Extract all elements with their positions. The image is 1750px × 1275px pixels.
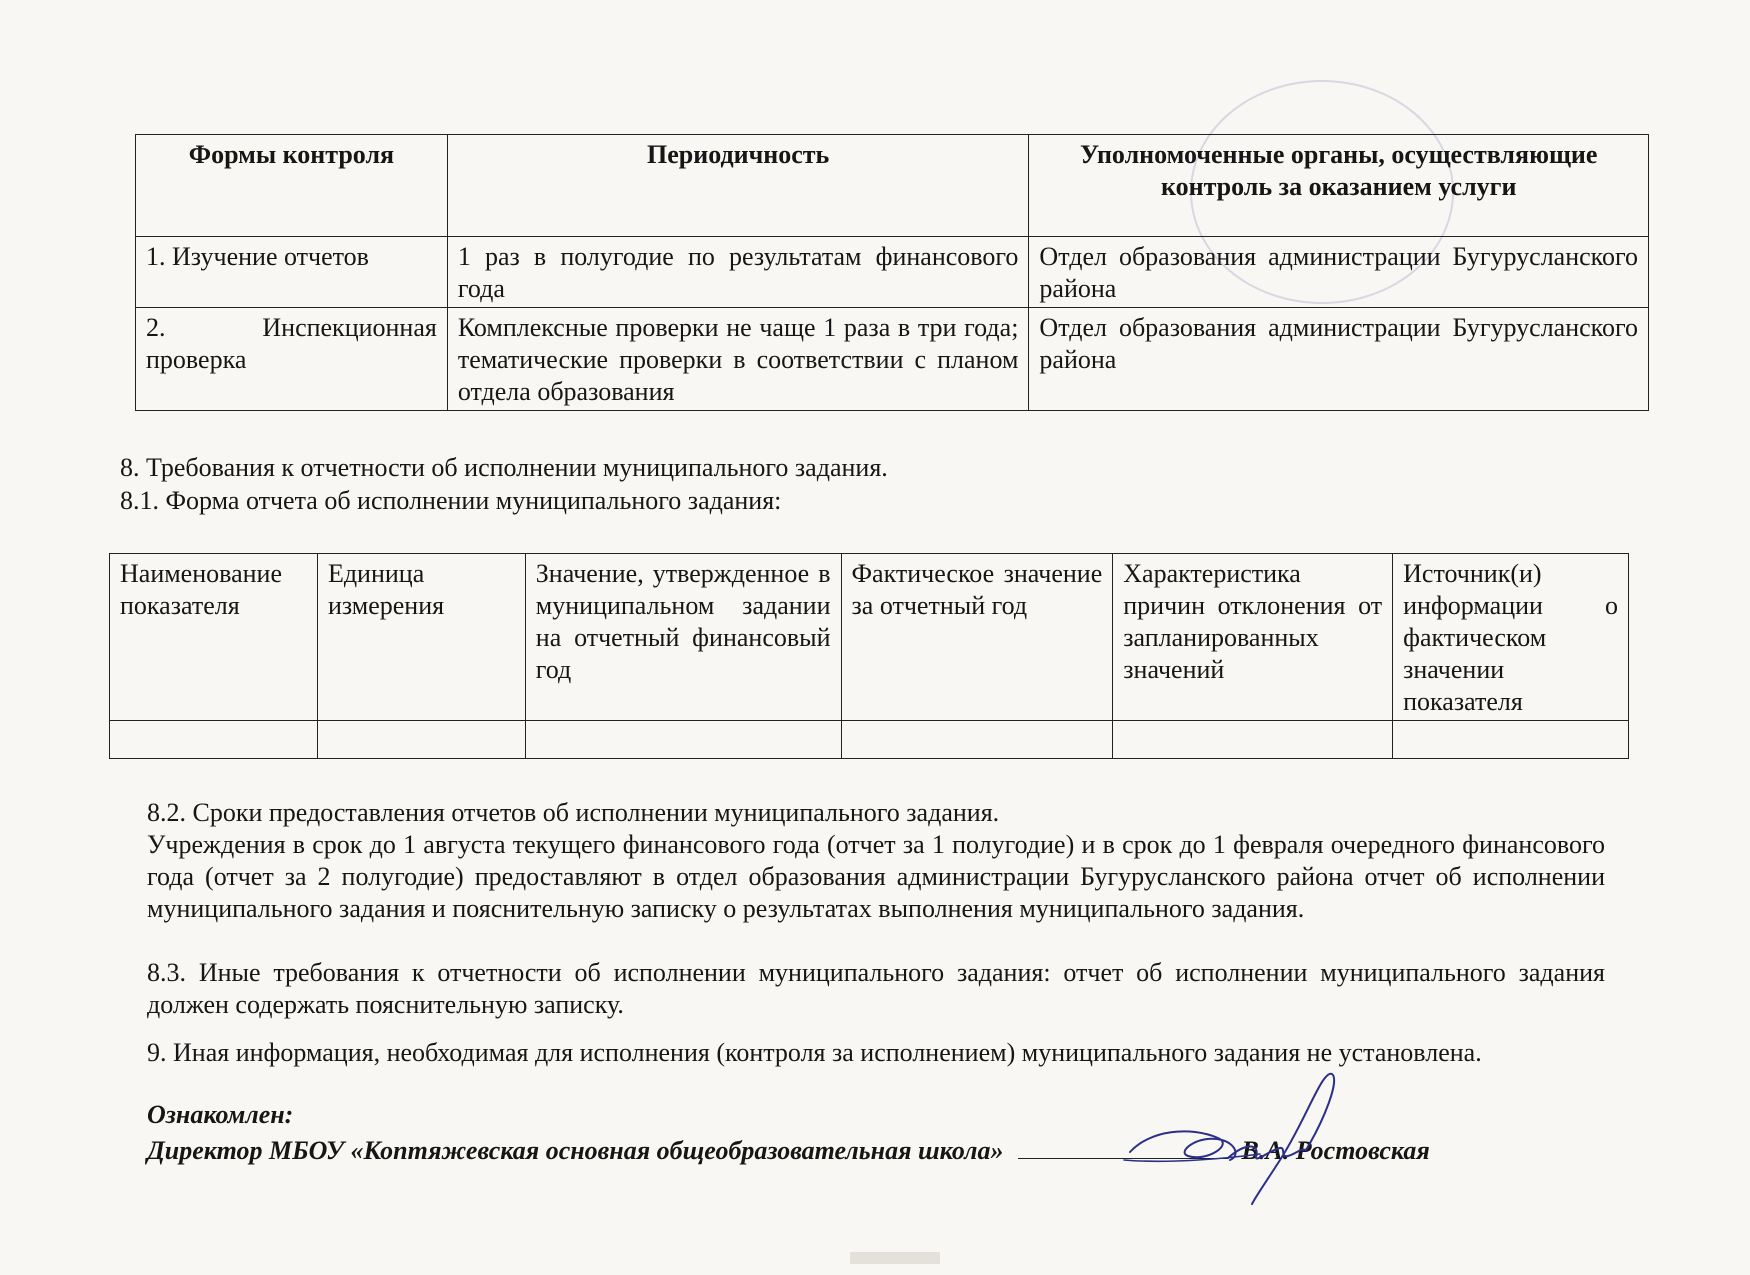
column-header: Формы контроля [136, 135, 448, 237]
director-position: Директор МБОУ «Коптяжевская основная общеобразовательная школа» [147, 1136, 1004, 1165]
column-header: Фактическое значение за отчетный год [841, 554, 1113, 721]
table-row [136, 237, 1649, 308]
table-cell [1393, 721, 1629, 759]
table-header-row [110, 554, 1629, 721]
table-cell: Отдел образования администрации Бугурусланского района [1029, 308, 1649, 411]
column-header: Значение, утвержденное в муниципальном задании на отчетный финансовый год [525, 554, 841, 721]
section-8-heading: 8. Требования к отчетности об исполнении муниципального задания. [120, 453, 888, 482]
table-cell: Комплексные проверки не чаще 1 раза в три года; тематические проверки в соответствии с планом отдела образования [447, 308, 1029, 411]
column-header: Характеристика причин отклонения от запланированных значений [1113, 554, 1393, 721]
handwritten-signature [1110, 1060, 1350, 1210]
table-cell [317, 721, 525, 759]
table-cell: 2. Инспекционная проверка [136, 308, 448, 411]
table-header-row [136, 135, 1649, 237]
section-8-3-body: 8.3. Иные требования к отчетности об исполнении муниципального задания: отчет об исполнении муниципального задания должен содержать пояснительную записку. [147, 958, 1605, 1019]
acknowledged-label: Ознакомлен: [147, 1100, 294, 1129]
table-cell: 1 раз в полугодие по результатам финансового года [447, 237, 1029, 308]
table-row [136, 308, 1649, 411]
section-8-1-heading: 8.1. Форма отчета об исполнении муниципального задания: [120, 486, 782, 515]
column-header: Источник(и) информации о фактическом значении показателя [1393, 554, 1629, 721]
column-header: Наименование показателя [110, 554, 318, 721]
scan-artifact [850, 1252, 940, 1264]
section-9-body: 9. Иная информация, необходимая для исполнения (контроля за исполнением) муниципального задания не установлена. [147, 1038, 1482, 1067]
control-forms-table [135, 134, 1649, 411]
column-header: Единица измерения [317, 554, 525, 721]
table-row [110, 721, 1629, 759]
column-header: Уполномоченные органы, осуществляющие контроль за оказанием услуги [1029, 135, 1649, 237]
report-form-table [109, 553, 1629, 759]
table-cell [110, 721, 318, 759]
table-cell: Отдел образования администрации Бугурусланского района [1029, 237, 1649, 308]
director-name: В.А. Ростовская [1241, 1136, 1430, 1165]
table-cell [841, 721, 1113, 759]
table-cell: 1. Изучение отчетов [136, 237, 448, 308]
section-8-2-heading: 8.2. Сроки предоставления отчетов об исполнении муниципального задания. [147, 798, 1000, 827]
section-8-2-body: Учреждения в срок до 1 августа текущего финансового года (отчет за 1 полугодие) и в срок до 1 февраля очередного финансового года (отчет за 2 полугодие) предоставляют в отдел образования администрации Бугурусланского района отчет об исполнении муниципального задания и пояснительную записку о результатах выполнения муниципального задания. [147, 830, 1605, 923]
column-header: Периодичность [447, 135, 1029, 237]
table-cell [525, 721, 841, 759]
table-cell [1113, 721, 1393, 759]
